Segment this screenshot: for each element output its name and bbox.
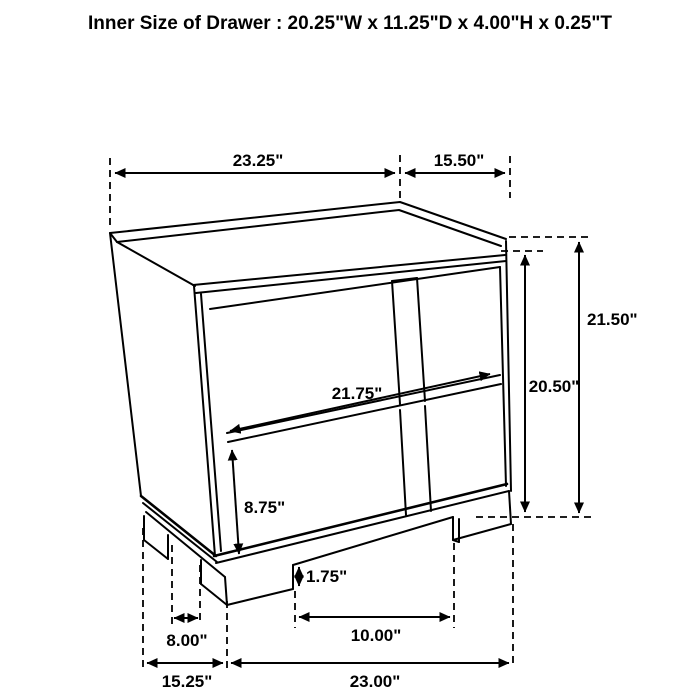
dim-base-width-label: 23.00" xyxy=(349,672,401,691)
dim-side-leg-gap-label: 8.00" xyxy=(166,631,208,650)
dim-top-width-label: 23.25" xyxy=(232,151,284,170)
dim-top-depth-label: 15.50" xyxy=(433,151,485,170)
top-tray xyxy=(110,202,506,293)
dim-base-rail-label: 1.75" xyxy=(306,567,348,586)
dim-front-leg-gap-label: 10.00" xyxy=(350,626,402,645)
page-title: Inner Size of Drawer : 20.25"W x 11.25"D x 4.00"H x 0.25"T xyxy=(88,13,612,34)
dim-base-depth-label: 15.25" xyxy=(161,672,213,691)
dim-drawer-height-label: 8.75" xyxy=(244,498,286,517)
extension-lines xyxy=(110,155,592,668)
dim-drawer-height-arrow xyxy=(232,450,239,554)
dim-total-height-label: 21.50" xyxy=(587,310,638,329)
base-plinth xyxy=(141,491,511,605)
nightstand-line-art xyxy=(110,202,511,605)
left-side-panel xyxy=(110,233,221,556)
dim-drawer-width-label: 21.75" xyxy=(331,384,383,403)
dim-body-height-label: 20.50" xyxy=(528,377,580,396)
